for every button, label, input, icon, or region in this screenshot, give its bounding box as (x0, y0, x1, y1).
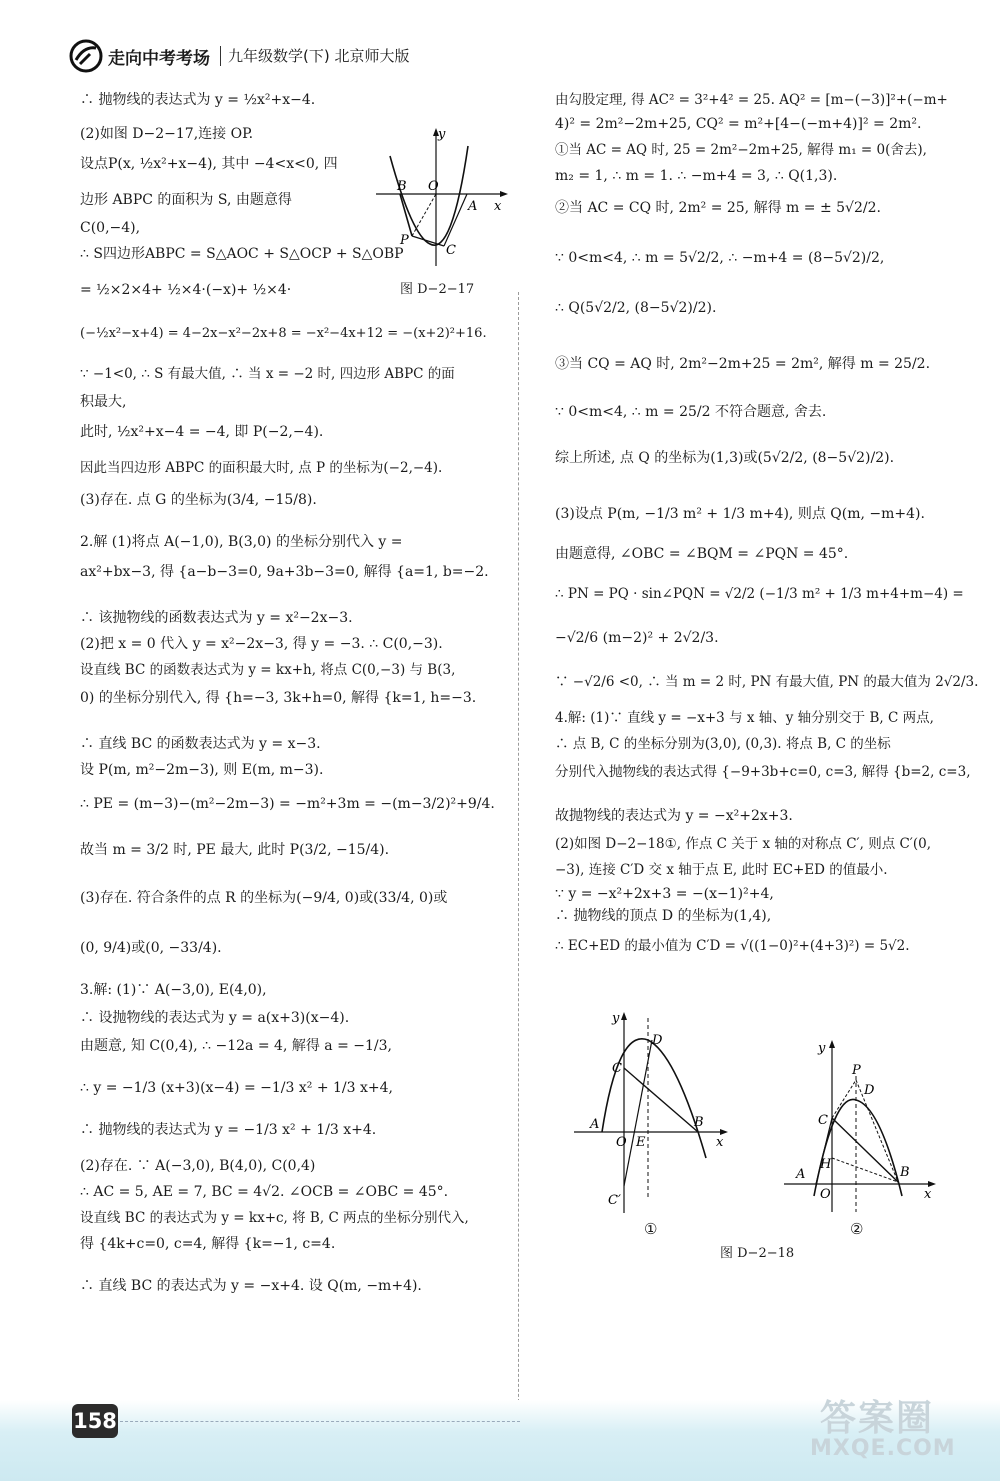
watermark-logo: 答案圈 (820, 1398, 935, 1439)
text-line: ∴ 该抛物线的函数表达式为 y = x²−2x−3. (80, 610, 353, 626)
text-line: ∴ 抛物线的顶点 D 的坐标为(1,4), (555, 908, 772, 924)
label-a: A (796, 1167, 806, 1182)
figure-d-2-18-2 (780, 1036, 940, 1216)
text-line: 由题意得, ∠OBC = ∠BQM = ∠PQN = 45°. (555, 546, 849, 562)
page-header (60, 38, 960, 82)
text-line: ∴ 抛物线的表达式为 y = ½x²+x−4. (80, 92, 316, 108)
label-y: y (612, 1011, 620, 1026)
text-line: 因此当四边形 ABPC 的面积最大时, 点 P 的坐标为(−2,−4). (80, 460, 443, 476)
text-line: ∴ AC = 5, AE = 7, BC = 4√2. ∠OCB = ∠OBC = 45°. (80, 1184, 449, 1200)
caption-d-2-17: 图 D−2−17 (400, 282, 475, 297)
text-line: 设点P(x, ½x²+x−4), 其中 −4<x<0, 四 (80, 156, 338, 172)
text-line: 0) 的坐标分别代入, 得 {h=−3, 3k+h=0, 解得 {k=1, h=−3. (80, 690, 477, 706)
text-line: 4)² = 2m²−2m+25, CQ² = m²+[4−(−m+4)]² = 2m². (555, 116, 922, 132)
text-line: ∵ −√2/6 <0, ∴ 当 m = 2 时, PN 有最大值, PN 的最大值为 2√2/3. (555, 674, 979, 690)
label-c: C (818, 1113, 828, 1128)
text-line: 由题意, 知 C(0,4), ∴ −12a = 4, 解得 a = −1/3, (80, 1038, 392, 1054)
text-line: (2)如图 D−2−18①, 作点 C 关于 x 轴的对称点 C′, 则点 C′(0, (555, 836, 932, 852)
watermark-url: MXQE.COM (810, 1436, 956, 1461)
book-subtitle: 九年级数学(下) 北京师大版 (228, 47, 410, 65)
text-line: 积最大, (80, 394, 127, 410)
text-line: ∴ 直线 BC 的表达式为 y = −x+4. 设 Q(m, −m+4). (80, 1278, 422, 1294)
text-line: C(0,−4), (80, 220, 141, 236)
text-line: ∴ PN = PQ · sin∠PQN = √2/2 (−1/3 m² + 1/3 m+4+m−4) = (555, 586, 964, 602)
subfigure-2-label: ② (850, 1220, 864, 1238)
label-y: y (438, 127, 446, 142)
text-line: ①当 AC = AQ 时, 25 = 2m²−2m+25, 解得 m₁ = 0(舍去), (555, 142, 927, 158)
text-line: ax²+bx−3, 得 {a−b−3=0, 9a+3b−3=0, 解得 {a=1, b=−2. (80, 564, 489, 580)
text-line: ∴ y = −1/3 (x+3)(x−4) = −1/3 x² + 1/3 x+4, (80, 1080, 393, 1096)
text-line: 综上所述, 点 Q 的坐标为(1,3)或(5√2/2, (8−5√2)/2). (555, 450, 895, 466)
header-separator (220, 46, 221, 66)
text-line: ②当 AC = CQ 时, 2m² = 25, 解得 m = ± 5√2/2. (555, 200, 881, 216)
text-line: 故当 m = 3/2 时, PE 最大, 此时 P(3/2, −15/4). (80, 842, 390, 858)
label-y: y (818, 1041, 826, 1056)
text-line: 2.解 (1)将点 A(−1,0), B(3,0) 的坐标分别代入 y = (80, 534, 403, 550)
label-x: x (716, 1135, 724, 1150)
publisher-logo-icon (68, 38, 104, 74)
label-e: E (636, 1135, 646, 1150)
text-line: ∴ EC+ED 的最小值为 C′D = √((1−0)²+(4+3)²) = 5√2. (555, 938, 910, 954)
text-line: 4.解: (1)∵ 直线 y = −x+3 与 x 轴、y 轴分别交于 B, C 两点, (555, 710, 934, 726)
text-line: = ½×2×4+ ½×4·(−x)+ ½×4· (80, 282, 292, 298)
label-b: B (900, 1165, 910, 1180)
label-c: C (612, 1061, 622, 1076)
text-line: 得 {4k+c=0, c=4, 解得 {k=−1, c=4. (80, 1236, 336, 1252)
text-line: 此时, ½x²+x−4 = −4, 即 P(−2,−4). (80, 424, 324, 440)
label-a: A (468, 199, 478, 214)
footer-line (120, 1421, 520, 1423)
text-line: −3), 连接 C′D 交 x 轴于点 E, 此时 EC+ED 的值最小. (555, 862, 888, 878)
text-line: ∵ 0<m<4, ∴ m = 25/2 不符合题意, 舍去. (555, 404, 827, 420)
text-line: (0, 9/4)或(0, −33/4). (80, 940, 222, 956)
text-line: (3)设点 P(m, −1/3 m² + 1/3 m+4), 则点 Q(m, −m+4). (555, 506, 925, 522)
column-divider (518, 292, 519, 1437)
label-a: A (590, 1117, 600, 1132)
text-line: ∴ 直线 BC 的函数表达式为 y = x−3. (80, 736, 321, 752)
text-line: 由勾股定理, 得 AC² = 3²+4² = 25. AQ² = [m−(−3)]²+(−m+ (555, 92, 948, 108)
text-line: (2)存在. ∵ A(−3,0), B(4,0), C(0,4) (80, 1158, 316, 1174)
text-line: ∵ 0<m<4, ∴ m = 5√2/2, ∴ −m+4 = (8−5√2)/2, (555, 250, 885, 266)
label-p: P (852, 1063, 861, 1078)
text-line: 设直线 BC 的表达式为 y = kx+c, 将 B, C 两点的坐标分别代入, (80, 1210, 469, 1226)
label-d: D (864, 1083, 875, 1098)
label-x: x (494, 199, 502, 214)
brand-title: 走向中考考场 (108, 49, 210, 69)
text-line: ∴ PE = (m−3)−(m²−2m−3) = −m²+3m = −(m−3/2)²+9/4. (80, 796, 495, 812)
label-p: P (400, 233, 409, 248)
text-line: −√2/6 (m−2)² + 2√2/3. (555, 630, 719, 646)
label-c-prime: C′ (608, 1193, 621, 1208)
text-line: 设 P(m, m²−2m−3), 则 E(m, m−3). (80, 762, 324, 778)
label-b: B (694, 1115, 704, 1130)
text-line: 边形 ABPC 的面积为 S, 由题意得 (80, 192, 292, 208)
page-number: 158 (72, 1404, 118, 1438)
label-h: H (820, 1157, 832, 1172)
text-line: (−½x²−x+4) = 4−2x−x²−2x+8 = −x²−4x+12 = −(x+2)²+16. (80, 326, 487, 341)
text-line: 设直线 BC 的函数表达式为 y = kx+h, 将点 C(0,−3) 与 B(3, (80, 662, 456, 678)
label-b: B (397, 179, 407, 194)
text-line: (3)存在. 点 G 的坐标为(3/4, −15/8). (80, 492, 317, 508)
text-line: ∴ 点 B, C 的坐标分别为(3,0), (0,3). 将点 B, C 的坐标 (555, 736, 891, 752)
text-line: (2)把 x = 0 代入 y = x²−2x−3, 得 y = −3. ∴ C(0,−3). (80, 636, 443, 652)
label-o: O (820, 1187, 831, 1202)
text-line: 分别代入抛物线的表达式得 {−9+3b+c=0, c=3, 解得 {b=2, c=3, (555, 764, 971, 780)
caption-d-2-18: 图 D−2−18 (720, 1246, 795, 1261)
text-line: (3)存在. 符合条件的点 R 的坐标为(−9/4, 0)或(33/4, 0)或 (80, 890, 448, 906)
text-line: ∴ 设抛物线的表达式为 y = a(x+3)(x−4). (80, 1010, 350, 1026)
text-line: (2)如图 D−2−17,连接 OP. (80, 126, 254, 142)
text-line: ∵ y = −x²+2x+3 = −(x−1)²+4, (555, 886, 774, 902)
label-d: D (652, 1033, 663, 1048)
figure-d-2-17 (372, 126, 508, 276)
subfigure-1-label: ① (644, 1220, 658, 1238)
figure-d-2-18-1 (572, 1008, 732, 1218)
label-o: O (428, 179, 439, 194)
text-line: 故抛物线的表达式为 y = −x²+2x+3. (555, 808, 793, 824)
text-line: 3.解: (1)∵ A(−3,0), E(4,0), (80, 982, 267, 998)
text-line: ∵ −1<0, ∴ S 有最大值, ∴ 当 x = −2 时, 四边形 ABPC 的面 (80, 366, 455, 382)
label-o: O (616, 1135, 627, 1150)
text-line: ③当 CQ = AQ 时, 2m²−2m+25 = 2m², 解得 m = 25/2. (555, 356, 931, 372)
text-line: m₂ = 1, ∴ m = 1. ∴ −m+4 = 3, ∴ Q(1,3). (555, 168, 838, 184)
text-line: ∴ 抛物线的表达式为 y = −1/3 x² + 1/3 x+4. (80, 1122, 377, 1138)
text-line: ∴ S四边形ABPC = S△AOC + S△OCP + S△OBP (80, 246, 404, 262)
right-column (555, 92, 979, 968)
text-line: ∴ Q(5√2/2, (8−5√2)/2). (555, 300, 717, 316)
label-c: C (446, 243, 456, 258)
label-x: x (924, 1187, 932, 1202)
